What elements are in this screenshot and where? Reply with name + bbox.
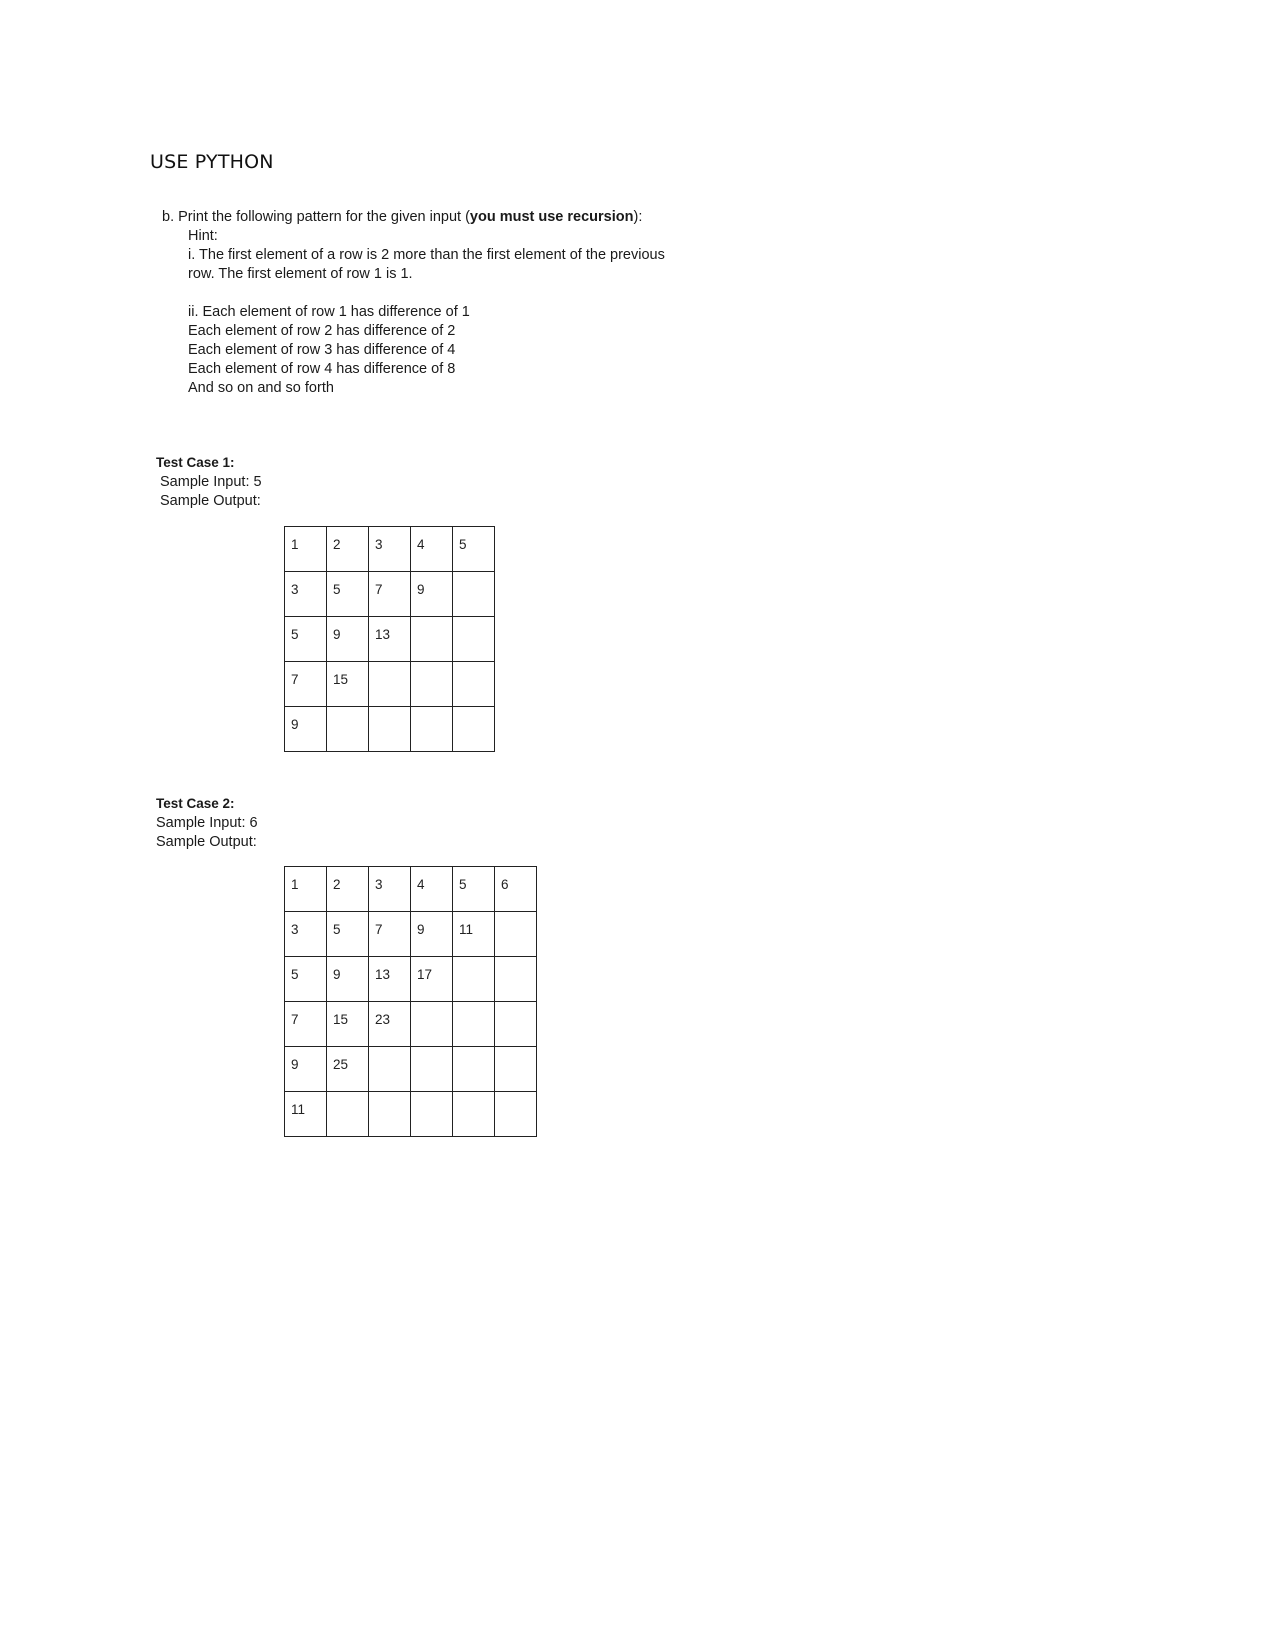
test-case-2-output-grid xyxy=(284,866,537,1137)
grid-cell-value xyxy=(369,1047,410,1057)
grid-cell xyxy=(327,1047,369,1092)
grid-cell xyxy=(369,617,411,662)
grid-cell-value: 11 xyxy=(459,922,474,937)
grid-cell xyxy=(327,1092,369,1137)
grid-cell xyxy=(285,572,327,617)
grid-cell-value: 6 xyxy=(501,877,509,892)
page-heading: USE PYTHON xyxy=(150,151,274,173)
test-case-1-output-grid xyxy=(284,526,495,752)
grid-cell-value xyxy=(453,1002,494,1012)
grid-cell-value xyxy=(369,662,410,672)
grid-cell-value: 9 xyxy=(333,627,341,642)
grid-cell xyxy=(369,662,411,707)
grid-cell-value xyxy=(411,662,452,672)
grid-cell-value: 5 xyxy=(333,922,341,937)
grid-row xyxy=(285,1092,537,1137)
grid-cell-value: 3 xyxy=(375,877,383,892)
grid-cell xyxy=(369,867,411,912)
grid-cell xyxy=(285,527,327,572)
grid-cell-value: 11 xyxy=(291,1102,306,1117)
grid-cell xyxy=(453,1047,495,1092)
grid-cell-value xyxy=(411,1047,452,1057)
grid-cell-value xyxy=(411,1092,452,1102)
grid-cell-value: 1 xyxy=(291,537,299,552)
grid-row xyxy=(285,572,495,617)
grid-cell xyxy=(495,867,537,912)
grid-cell xyxy=(411,572,453,617)
grid-cell-value xyxy=(495,957,536,967)
grid-cell-value: 5 xyxy=(459,877,467,892)
grid-cell xyxy=(495,1092,537,1137)
grid-cell xyxy=(369,1002,411,1047)
grid-cell xyxy=(453,617,495,662)
grid-cell xyxy=(327,707,369,752)
hint-ii-line-3: Each element of row 3 has difference of 4 xyxy=(188,342,456,358)
grid-cell xyxy=(453,867,495,912)
grid-cell xyxy=(369,1047,411,1092)
grid-cell-value: 17 xyxy=(417,967,433,982)
grid-cell xyxy=(495,912,537,957)
grid-row xyxy=(285,957,537,1002)
grid-cell-value: 1 xyxy=(291,877,299,892)
grid-row xyxy=(285,662,495,707)
grid-cell xyxy=(369,527,411,572)
grid-cell-value: 4 xyxy=(417,537,425,552)
grid-cell-value xyxy=(369,1092,410,1102)
grid-cell-value: 9 xyxy=(291,1057,299,1072)
grid-cell xyxy=(285,1047,327,1092)
grid-cell-value: 9 xyxy=(291,717,299,732)
grid-cell xyxy=(453,912,495,957)
problem-suffix: ): xyxy=(633,209,643,225)
grid-cell xyxy=(495,1002,537,1047)
grid-cell xyxy=(495,1047,537,1092)
grid-cell-value: 9 xyxy=(333,967,341,982)
grid-cell xyxy=(285,1092,327,1137)
grid-cell-value: 4 xyxy=(417,877,425,892)
grid-cell-value xyxy=(411,1002,452,1012)
grid-row xyxy=(285,867,537,912)
grid-cell-value xyxy=(453,617,494,627)
grid-cell-value xyxy=(453,1092,494,1102)
grid-row xyxy=(285,1002,537,1047)
grid-cell xyxy=(285,707,327,752)
grid-cell xyxy=(327,617,369,662)
grid-cell-value: 7 xyxy=(291,672,299,687)
grid-cell-value: 3 xyxy=(291,582,299,597)
hint-label: Hint: xyxy=(188,228,218,244)
grid-cell-value: 9 xyxy=(417,922,425,937)
grid-cell-value xyxy=(453,707,494,717)
problem-prefix: b. Print the following pattern for the given input ( xyxy=(162,209,470,225)
grid-cell xyxy=(369,707,411,752)
grid-cell-value xyxy=(453,957,494,967)
test-case-2-title: Test Case 2: xyxy=(156,796,235,811)
grid-cell-value: 7 xyxy=(375,922,383,937)
grid-cell xyxy=(453,1092,495,1137)
test-case-1-title: Test Case 1: xyxy=(156,455,235,470)
grid-cell-value: 5 xyxy=(291,967,299,982)
hint-ii-line-4: Each element of row 4 has difference of 8 xyxy=(188,361,456,377)
grid-cell xyxy=(369,912,411,957)
grid-cell-value: 2 xyxy=(333,537,341,552)
grid-cell-value: 15 xyxy=(333,672,349,687)
grid-cell-value xyxy=(453,572,494,582)
grid-row xyxy=(285,912,537,957)
grid-cell-value xyxy=(369,707,410,717)
test-case-1-output-label: Sample Output: xyxy=(160,493,261,509)
grid-cell xyxy=(285,912,327,957)
grid-cell xyxy=(411,527,453,572)
grid-cell-value xyxy=(411,617,452,627)
grid-row xyxy=(285,527,495,572)
grid-row xyxy=(285,617,495,662)
grid-cell xyxy=(453,527,495,572)
grid-cell xyxy=(411,662,453,707)
grid-cell-value: 3 xyxy=(291,922,299,937)
grid-cell-value: 2 xyxy=(333,877,341,892)
grid-cell xyxy=(369,957,411,1002)
grid-cell-value: 5 xyxy=(333,582,341,597)
grid-cell xyxy=(453,707,495,752)
grid-cell-value: 23 xyxy=(375,1012,391,1027)
grid-cell-value: 3 xyxy=(375,537,383,552)
grid-cell xyxy=(453,662,495,707)
grid-cell-value xyxy=(327,707,368,717)
grid-cell-value: 13 xyxy=(375,627,391,642)
grid-cell-value xyxy=(495,1092,536,1102)
grid-cell-value xyxy=(495,1002,536,1012)
hint-i-line-1: i. The first element of a row is 2 more than the first element of the previous xyxy=(188,247,665,263)
grid-cell xyxy=(285,957,327,1002)
grid-cell-value: 5 xyxy=(291,627,299,642)
problem-emphasis: you must use recursion xyxy=(469,209,634,225)
grid-cell xyxy=(285,1002,327,1047)
grid-cell-value: 25 xyxy=(333,1057,349,1072)
grid-row xyxy=(285,1047,537,1092)
grid-cell-value: 13 xyxy=(375,967,391,982)
grid-cell-value xyxy=(495,912,536,922)
grid-cell xyxy=(327,527,369,572)
grid-cell xyxy=(453,572,495,617)
grid-cell xyxy=(411,1047,453,1092)
grid-cell xyxy=(285,617,327,662)
grid-cell-value: 15 xyxy=(333,1012,349,1027)
grid-cell xyxy=(327,572,369,617)
grid-cell xyxy=(327,867,369,912)
grid-cell xyxy=(411,707,453,752)
grid-cell xyxy=(411,912,453,957)
grid-cell xyxy=(369,1092,411,1137)
grid-cell xyxy=(453,1002,495,1047)
grid-cell-value xyxy=(495,1047,536,1057)
grid-cell xyxy=(453,957,495,1002)
grid-cell-value xyxy=(411,707,452,717)
grid-cell xyxy=(327,662,369,707)
grid-cell xyxy=(285,867,327,912)
grid-cell-value xyxy=(327,1092,368,1102)
grid-cell-value: 9 xyxy=(417,582,425,597)
grid-cell-value: 5 xyxy=(459,537,467,552)
test-case-1-input: Sample Input: 5 xyxy=(160,474,262,490)
grid-cell xyxy=(411,1002,453,1047)
grid-cell xyxy=(495,957,537,1002)
grid-cell xyxy=(327,912,369,957)
grid-cell xyxy=(285,662,327,707)
test-case-2-output-label: Sample Output: xyxy=(156,834,257,850)
grid-cell-value: 7 xyxy=(375,582,383,597)
grid-cell-value xyxy=(453,662,494,672)
grid-cell xyxy=(411,617,453,662)
hint-ii-line-1: ii. Each element of row 1 has difference of 1 xyxy=(188,304,470,320)
grid-cell xyxy=(327,957,369,1002)
grid-cell xyxy=(411,1092,453,1137)
grid-cell-value: 7 xyxy=(291,1012,299,1027)
grid-row xyxy=(285,707,495,752)
grid-cell xyxy=(327,1002,369,1047)
grid-cell xyxy=(411,957,453,1002)
hint-i-line-2: row. The first element of row 1 is 1. xyxy=(188,266,413,282)
grid-cell xyxy=(369,572,411,617)
problem-statement xyxy=(162,208,642,227)
hint-ii-line-5: And so on and so forth xyxy=(188,380,334,396)
hint-ii-line-2: Each element of row 2 has difference of 2 xyxy=(188,323,456,339)
grid-cell-value xyxy=(453,1047,494,1057)
grid-cell xyxy=(411,867,453,912)
test-case-2-input: Sample Input: 6 xyxy=(156,815,258,831)
